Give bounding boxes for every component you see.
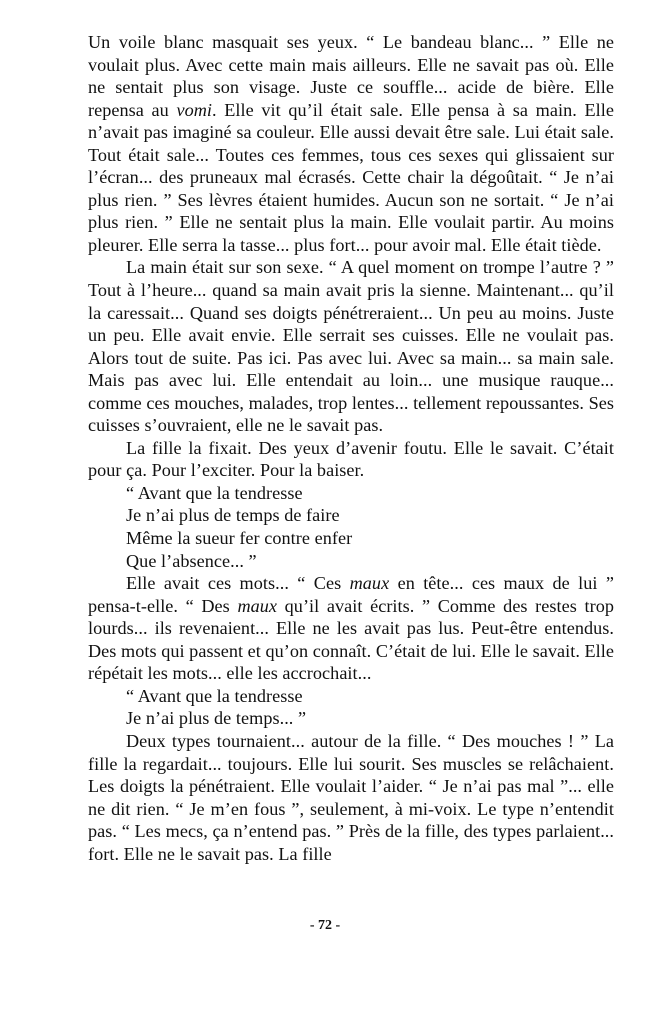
paragraph-4-italic-maux-2: maux [237, 595, 278, 616]
verse-1-line-2: Je n’ai plus de temps de faire [126, 505, 340, 526]
verse-2-line-2: Je n’ai plus de temps... ” [126, 708, 307, 729]
paragraph-4-italic-maux-1: maux [349, 573, 390, 594]
paragraph-4-part-1: Elle avait ces mots... “ Ces [126, 573, 350, 594]
paragraph-2: La main était sur son sexe. “ A quel moment on trompe l’autre ? ” Tout à l’heure... quand sa main avait pris la sienne. Maintenant... qu’il la caressait... Quand ses doigts pénétreraient... Un peu au moins. Juste un peu. Elle avait envie. Elle serrait ses cuisses. Elle ne voulait pas. Alors tout de suite. Pas ici. Pas avec lui. Avec sa main... sa main sale. Mais pas avec lui. Elle entendait au loin... une musique rauque... comme ces mouches, malades, trop lentes... tellement repoussantes. Ses cuisses s’ouvraient, elle ne le savait pas. [88, 257, 614, 436]
paragraph-3: La fille la fixait. Des yeux d’avenir foutu. Elle le savait. C’était pour ça. Pour l’exciter. Pour la baiser. [88, 437, 614, 481]
paragraph-5: Deux types tournaient... autour de la fille. “ Des mouches ! ” La fille la regardait... toujours. Elle lui sourit. Ses muscles se relâchaient. Les doigts la pénétraient. Elle voulait l’aider. “ Je n’ai pas mal ”... elle ne dit rien. “ Je m’en fous ”, seulement, à mi-voix. Le type n’entendit pas. “ Les mecs, ça n’entend pas. ” Près de la fille, des types parlaient... fort. Elle ne le savait pas. La fille [88, 730, 614, 864]
paragraph-1-part-2: . Elle vit qu’il était sale. Elle pensa à sa main. Elle n’avait pas imaginé sa couleur. Elle aussi devait être sale. Lui était sale. Tout était sale... Toutes ces femmes, tous ces sexes qui glissaient sur l’écran... des pruneaux mal écrasés. Cette chair la dégoûtait. “ Je n’ai plus rien. ” Ses lèvres étaient humides. Aucun son ne sortait. “ Je n’ai plus rien. ” Elle ne sentait plus la main. Elle voulait partir. Au moins pleurer. Elle serra la tasse... plus fort... pour avoir mal. Elle était tiède. [88, 99, 614, 255]
paragraph-1-italic-vomi: vomi [176, 99, 213, 120]
paragraph-1 [88, 31, 614, 256]
verse-block-1 [88, 482, 614, 572]
paragraph-4-part-3: qu’il avait écrits. ” Comme des restes trop lourds... ils revenaient... Elle ne les avait pas lus. Peut-être entendus. Des mots qui passent et qu’on connaît. C’était de lui. Elle le savait. Elle répétait les mots... elle les accrochait... [88, 595, 615, 684]
book-page-text [88, 31, 614, 865]
page-number: - 72 - [309, 918, 341, 933]
verse-2-line-1: “ Avant que la tendresse [126, 685, 303, 706]
verse-1-line-4: Que l’absence... ” [126, 550, 257, 571]
paragraph-4 [88, 572, 614, 685]
paragraph-1-part-1: Un voile blanc masquait ses yeux. “ Le bandeau blanc... ” Elle ne voulait plus. Avec cette main mais ailleurs. Elle ne savait pas où. Elle ne sentait plus son visage. Juste ce souffle... acide de bière. Elle repensa au [88, 32, 614, 120]
verse-1-line-1: “ Avant que la tendresse [126, 482, 303, 503]
paragraph-4-part-2: en tête... ces maux de lui ” pensa-t-elle. “ Des [88, 573, 615, 616]
verse-1-line-3: Même la sueur fer contre enfer [126, 528, 353, 549]
verse-block-2 [88, 685, 614, 730]
